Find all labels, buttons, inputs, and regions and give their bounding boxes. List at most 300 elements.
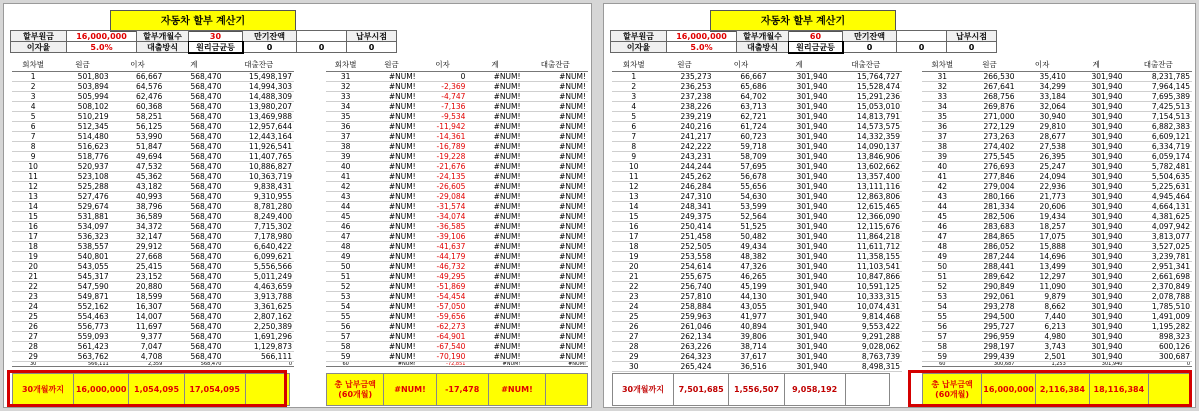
total-cell[interactable]: 1,054,095	[129, 374, 184, 406]
table-cell[interactable]: 10,363,719	[223, 171, 294, 181]
table-cell[interactable]: 568,470	[164, 101, 223, 111]
table-cell[interactable]: -26,605	[418, 181, 468, 191]
table-cell[interactable]: 301,940	[1068, 141, 1125, 151]
table-cell[interactable]: 1,691,296	[223, 331, 294, 341]
table-cell[interactable]: 255,675	[656, 271, 714, 281]
table-cell[interactable]: 11,926,541	[223, 141, 294, 151]
table-cell[interactable]: 15,888	[1017, 241, 1068, 251]
table-cell[interactable]: 568,470	[164, 361, 223, 366]
table-cell[interactable]: 523,108	[54, 171, 110, 181]
table-cell[interactable]: 7,964,145	[1124, 81, 1192, 91]
table-cell[interactable]: -59,656	[418, 311, 468, 321]
table-cell[interactable]: 36	[326, 121, 365, 131]
table-cell[interactable]: 48,382	[714, 251, 769, 261]
table-cell[interactable]: 301,940	[1068, 341, 1125, 351]
table-cell[interactable]: 53,599	[714, 201, 769, 211]
table-cell[interactable]: 54	[326, 301, 365, 311]
table-cell[interactable]: 6,334,719	[1124, 141, 1192, 151]
table-cell[interactable]: 508,102	[54, 101, 110, 111]
table-cell[interactable]: 520,937	[54, 161, 110, 171]
table-cell[interactable]: 568,470	[164, 181, 223, 191]
table-cell[interactable]: 247,310	[656, 191, 714, 201]
table-cell[interactable]: -41,637	[418, 241, 468, 251]
method-select[interactable]: 원리금균등	[189, 42, 243, 53]
table-cell[interactable]: 9,553,422	[829, 321, 902, 331]
table-cell[interactable]: #NUM!	[467, 271, 522, 281]
table-cell[interactable]: 60	[922, 361, 963, 366]
table-cell[interactable]: 568,470	[164, 71, 223, 81]
table-cell[interactable]: 46	[922, 221, 963, 231]
table-cell[interactable]: 49,434	[714, 241, 769, 251]
table-cell[interactable]: 1,129,873	[223, 341, 294, 351]
table-cell[interactable]: -51,869	[418, 281, 468, 291]
table-cell[interactable]: #NUM!	[365, 211, 417, 221]
table-cell[interactable]: -2,369	[418, 81, 468, 91]
table-cell[interactable]: 501,803	[54, 71, 110, 81]
table-cell[interactable]: #NUM!	[365, 131, 417, 141]
table-cell[interactable]: 29,810	[1017, 121, 1068, 131]
table-cell[interactable]: 245,262	[656, 171, 714, 181]
table-cell[interactable]: -57,050	[418, 301, 468, 311]
table-cell[interactable]: 301,940	[769, 281, 830, 291]
table-cell[interactable]: 12	[612, 181, 656, 191]
table-cell[interactable]: 549,871	[54, 291, 110, 301]
table-cell[interactable]: 57,695	[714, 161, 769, 171]
table-cell[interactable]: 296,959	[963, 331, 1017, 341]
table-cell[interactable]: 286,052	[963, 241, 1017, 251]
table-cell[interactable]: 30	[612, 361, 656, 371]
table-cell[interactable]: 301,940	[769, 251, 830, 261]
months-input[interactable]: 60	[789, 31, 843, 42]
table-cell[interactable]: 58,709	[714, 151, 769, 161]
table-cell[interactable]: 7,425,513	[1124, 101, 1192, 111]
table-cell[interactable]: 568,470	[164, 261, 223, 271]
table-cell[interactable]: 30	[12, 361, 54, 366]
table-cell[interactable]: 19	[612, 251, 656, 261]
table-cell[interactable]: 20	[612, 261, 656, 271]
table-cell[interactable]: 4,381,625	[1124, 211, 1192, 221]
table-cell[interactable]: 60,723	[714, 131, 769, 141]
table-cell[interactable]: 57	[922, 331, 963, 341]
table-cell[interactable]: 250,414	[656, 221, 714, 231]
table-cell[interactable]: 301,940	[1068, 111, 1125, 121]
table-cell[interactable]: 265,424	[656, 361, 714, 371]
table-cell[interactable]: 3,239,781	[1124, 251, 1192, 261]
table-cell[interactable]: -7,136	[418, 101, 468, 111]
table-cell[interactable]: 301,940	[769, 111, 830, 121]
table-cell[interactable]: 9,291,288	[829, 331, 902, 341]
table-cell[interactable]: 301,940	[1068, 131, 1125, 141]
table-cell[interactable]: 44	[922, 201, 963, 211]
table-cell[interactable]: 287,244	[963, 251, 1017, 261]
table-cell[interactable]: 36,589	[111, 211, 165, 221]
table-cell[interactable]: #NUM!	[522, 111, 588, 121]
table-cell[interactable]: 301,940	[769, 271, 830, 281]
table-cell[interactable]: #NUM!	[365, 221, 417, 231]
table-cell[interactable]: 35,410	[1017, 71, 1068, 81]
table-cell[interactable]: 568,470	[164, 91, 223, 101]
table-cell[interactable]: 301,940	[769, 351, 830, 361]
table-cell[interactable]: 301,940	[1068, 181, 1125, 191]
table-cell[interactable]: 14,696	[1017, 251, 1068, 261]
table-cell[interactable]: 525,288	[54, 181, 110, 191]
table-cell[interactable]: 4	[12, 101, 54, 111]
table-cell[interactable]: #NUM!	[467, 161, 522, 171]
table-cell[interactable]: #NUM!	[467, 211, 522, 221]
table-cell[interactable]: 38	[922, 141, 963, 151]
total-cell[interactable]: -17,478	[436, 374, 488, 406]
table-cell[interactable]: 50,482	[714, 231, 769, 241]
table-cell[interactable]: #NUM!	[522, 351, 588, 361]
table-cell[interactable]: 6,640,422	[223, 241, 294, 251]
table-cell[interactable]: 7,440	[1017, 311, 1068, 321]
table-cell[interactable]: 568,470	[164, 251, 223, 261]
table-cell[interactable]: -72,851	[418, 361, 468, 366]
table-cell[interactable]: 301,940	[1068, 291, 1125, 301]
table-cell[interactable]: 4,708	[111, 351, 165, 361]
table-cell[interactable]: 301,940	[769, 191, 830, 201]
table-cell[interactable]: 300,687	[1124, 351, 1192, 361]
table-cell[interactable]: -21,676	[418, 161, 468, 171]
table-cell[interactable]: -36,585	[418, 221, 468, 231]
table-cell[interactable]: 64,702	[714, 91, 769, 101]
total-cell[interactable]: 18,116,384	[1089, 374, 1148, 406]
table-cell[interactable]: 561,423	[54, 341, 110, 351]
table-cell[interactable]: 22,936	[1017, 181, 1068, 191]
table-cell[interactable]: 267,641	[963, 81, 1017, 91]
table-cell[interactable]: 3,743	[1017, 341, 1068, 351]
table-cell[interactable]: 568,470	[164, 131, 223, 141]
table-cell[interactable]: 7	[612, 131, 656, 141]
table-cell[interactable]: 10,591,125	[829, 281, 902, 291]
table-cell[interactable]: #NUM!	[467, 101, 522, 111]
table-cell[interactable]: 12,115,676	[829, 221, 902, 231]
table-cell[interactable]: 39	[922, 151, 963, 161]
table-cell[interactable]: 503,894	[54, 81, 110, 91]
table-cell[interactable]: 898,323	[1124, 331, 1192, 341]
table-cell[interactable]: 301,940	[769, 141, 830, 151]
table-cell[interactable]: 251,458	[656, 231, 714, 241]
table-cell[interactable]: 301,940	[769, 201, 830, 211]
table-cell[interactable]: 29	[12, 351, 54, 361]
table-cell[interactable]: 4,463,659	[223, 281, 294, 291]
table-cell[interactable]: 15,764,727	[829, 71, 902, 81]
table-cell[interactable]: 568,470	[164, 201, 223, 211]
table-cell[interactable]: #NUM!	[365, 161, 417, 171]
table-cell[interactable]: 8,231,785	[1124, 71, 1192, 81]
table-cell[interactable]: 14,573,575	[829, 121, 902, 131]
table-cell[interactable]: 58	[326, 341, 365, 351]
table-cell[interactable]: 516,623	[54, 141, 110, 151]
table-cell[interactable]: 37,617	[714, 351, 769, 361]
table-cell[interactable]: 26	[12, 321, 54, 331]
table-cell[interactable]: 46	[326, 221, 365, 231]
table-cell[interactable]: 266,530	[963, 71, 1017, 81]
table-cell[interactable]: #NUM!	[522, 71, 588, 81]
table-cell[interactable]: #NUM!	[522, 311, 588, 321]
table-cell[interactable]: 242,222	[656, 141, 714, 151]
principal-input[interactable]: 16,000,000	[667, 31, 737, 42]
table-cell[interactable]: 248,341	[656, 201, 714, 211]
table-cell[interactable]: 301,940	[1068, 261, 1125, 271]
table-cell[interactable]: #NUM!	[522, 321, 588, 331]
table-cell[interactable]: #NUM!	[467, 281, 522, 291]
table-cell[interactable]: 568,470	[164, 341, 223, 351]
table-cell[interactable]: 7,178,980	[223, 231, 294, 241]
table-cell[interactable]: 7,715,302	[223, 221, 294, 231]
table-cell[interactable]: 49,694	[111, 151, 165, 161]
table-cell[interactable]: 289,642	[963, 271, 1017, 281]
table-cell[interactable]: 66,667	[714, 71, 769, 81]
table-cell[interactable]: #NUM!	[365, 121, 417, 131]
table-cell[interactable]: -54,454	[418, 291, 468, 301]
table-cell[interactable]: #NUM!	[467, 291, 522, 301]
table-cell[interactable]: 5,556,566	[223, 261, 294, 271]
table-cell[interactable]: 52	[922, 281, 963, 291]
table-cell[interactable]: 301,940	[1068, 101, 1125, 111]
table-cell[interactable]: 24,094	[1017, 171, 1068, 181]
table-cell[interactable]: 59,718	[714, 141, 769, 151]
table-cell[interactable]: 253,558	[656, 251, 714, 261]
table-cell[interactable]: 9,838,431	[223, 181, 294, 191]
table-cell[interactable]: 273,263	[963, 131, 1017, 141]
table-cell[interactable]: 20	[12, 261, 54, 271]
table-cell[interactable]: 3,527,025	[1124, 241, 1192, 251]
table-cell[interactable]: 6,213	[1017, 321, 1068, 331]
table-cell[interactable]: 49	[922, 251, 963, 261]
table-cell[interactable]: #NUM!	[467, 351, 522, 361]
table-cell[interactable]: 243,231	[656, 151, 714, 161]
table-cell[interactable]: 48	[326, 241, 365, 251]
table-cell[interactable]: 28	[612, 341, 656, 351]
table-cell[interactable]: 272,129	[963, 121, 1017, 131]
table-cell[interactable]: 28,677	[1017, 131, 1068, 141]
table-cell[interactable]: 301,940	[1068, 201, 1125, 211]
table-cell[interactable]: 25,247	[1017, 161, 1068, 171]
table-cell[interactable]: 0	[1124, 361, 1192, 366]
table-cell[interactable]: 301,940	[769, 331, 830, 341]
table-cell[interactable]: 301,940	[1068, 321, 1125, 331]
rate-input[interactable]: 5.0%	[667, 42, 737, 53]
table-cell[interactable]: 25	[12, 311, 54, 321]
table-cell[interactable]: 279,004	[963, 181, 1017, 191]
table-cell[interactable]: 10,886,827	[223, 161, 294, 171]
table-cell[interactable]: 10	[12, 161, 54, 171]
table-cell[interactable]: 301,940	[1068, 311, 1125, 321]
table-cell[interactable]: 301,940	[769, 261, 830, 271]
table-cell[interactable]: 43	[326, 191, 365, 201]
table-cell[interactable]: #NUM!	[522, 361, 588, 366]
table-cell[interactable]: -64,901	[418, 331, 468, 341]
table-cell[interactable]: 8,498,315	[829, 361, 902, 371]
table-cell[interactable]: 26,395	[1017, 151, 1068, 161]
table-cell[interactable]: 2,250,389	[223, 321, 294, 331]
table-cell[interactable]: 6,609,121	[1124, 131, 1192, 141]
table-cell[interactable]: 29,912	[111, 241, 165, 251]
table-cell[interactable]: 52	[326, 281, 365, 291]
table-cell[interactable]: 25,415	[111, 261, 165, 271]
table-cell[interactable]: 11,697	[111, 321, 165, 331]
table-cell[interactable]: #NUM!	[467, 81, 522, 91]
table-cell[interactable]: 568,470	[164, 221, 223, 231]
total-cell[interactable]	[546, 374, 588, 406]
table-cell[interactable]: 10,847,866	[829, 271, 902, 281]
table-cell[interactable]: 294,500	[963, 311, 1017, 321]
table-cell[interactable]: -44,179	[418, 251, 468, 261]
table-cell[interactable]: 13,499	[1017, 261, 1068, 271]
table-cell[interactable]: 36,516	[714, 361, 769, 371]
table-cell[interactable]: 11,407,765	[223, 151, 294, 161]
table-cell[interactable]: 568,470	[164, 211, 223, 221]
table-cell[interactable]: 35	[326, 111, 365, 121]
table-cell[interactable]: 5,225,631	[1124, 181, 1192, 191]
table-cell[interactable]: 543,055	[54, 261, 110, 271]
table-cell[interactable]: 51	[922, 271, 963, 281]
table-cell[interactable]: 8,662	[1017, 301, 1068, 311]
table-cell[interactable]: 1	[612, 71, 656, 81]
table-cell[interactable]: 51,525	[714, 221, 769, 231]
table-cell[interactable]: 48	[922, 241, 963, 251]
total-cell[interactable]: 2,116,384	[1035, 374, 1089, 406]
table-cell[interactable]: 7,047	[111, 341, 165, 351]
table-cell[interactable]: 301,940	[1068, 121, 1125, 131]
table-cell[interactable]: 56	[922, 321, 963, 331]
table-cell[interactable]: #NUM!	[365, 361, 417, 366]
table-cell[interactable]: 554,463	[54, 311, 110, 321]
table-cell[interactable]: 13,469,988	[223, 111, 294, 121]
table-cell[interactable]: 20,880	[111, 281, 165, 291]
table-cell[interactable]: 52,564	[714, 211, 769, 221]
table-cell[interactable]: #NUM!	[365, 281, 417, 291]
table-cell[interactable]: 62,721	[714, 111, 769, 121]
table-cell[interactable]: 531,881	[54, 211, 110, 221]
table-cell[interactable]: 301,940	[1068, 91, 1125, 101]
table-cell[interactable]: 56,678	[714, 171, 769, 181]
table-cell[interactable]: 9,377	[111, 331, 165, 341]
table-cell[interactable]: #NUM!	[522, 301, 588, 311]
table-cell[interactable]: -62,273	[418, 321, 468, 331]
table-cell[interactable]: #NUM!	[522, 101, 588, 111]
table-cell[interactable]: 14,488,309	[223, 91, 294, 101]
table-cell[interactable]: 281,334	[963, 201, 1017, 211]
table-cell[interactable]: #NUM!	[522, 161, 588, 171]
table-cell[interactable]: 14,090,137	[829, 141, 902, 151]
table-cell[interactable]: 56	[326, 321, 365, 331]
table-cell[interactable]: 547,590	[54, 281, 110, 291]
table-cell[interactable]: 568,470	[164, 81, 223, 91]
table-cell[interactable]: 271,000	[963, 111, 1017, 121]
table-cell[interactable]: #NUM!	[522, 261, 588, 271]
table-cell[interactable]: 5,504,635	[1124, 171, 1192, 181]
table-cell[interactable]: #NUM!	[365, 341, 417, 351]
table-cell[interactable]: #NUM!	[365, 81, 417, 91]
table-cell[interactable]: 3	[612, 91, 656, 101]
table-cell[interactable]: 17	[612, 231, 656, 241]
pay-timing-input[interactable]: 0	[347, 42, 397, 53]
table-cell[interactable]: 301,940	[769, 171, 830, 181]
table-cell[interactable]: #NUM!	[467, 121, 522, 131]
table-cell[interactable]: 518,776	[54, 151, 110, 161]
table-cell[interactable]: 256,740	[656, 281, 714, 291]
table-cell[interactable]: 55,656	[714, 181, 769, 191]
table-cell[interactable]: 11,358,155	[829, 251, 902, 261]
table-cell[interactable]: #NUM!	[522, 331, 588, 341]
table-cell[interactable]: 235,273	[656, 71, 714, 81]
table-cell[interactable]: 2,501	[1017, 351, 1068, 361]
table-cell[interactable]: #NUM!	[365, 291, 417, 301]
table-cell[interactable]: 2	[12, 81, 54, 91]
table-cell[interactable]: 22	[12, 281, 54, 291]
table-cell[interactable]: 11,864,218	[829, 231, 902, 241]
table-cell[interactable]: 63,713	[714, 101, 769, 111]
table-cell[interactable]: 50	[326, 261, 365, 271]
table-cell[interactable]: 2,078,788	[1124, 291, 1192, 301]
table-cell[interactable]: 61,724	[714, 121, 769, 131]
table-cell[interactable]: 7,695,389	[1124, 91, 1192, 101]
table-cell[interactable]: 13	[612, 191, 656, 201]
total-cell[interactable]	[845, 374, 889, 406]
table-cell[interactable]: 43,182	[111, 181, 165, 191]
principal-input[interactable]: 16,000,000	[67, 31, 137, 42]
table-cell[interactable]: 27	[12, 331, 54, 341]
table-cell[interactable]: 38,796	[111, 201, 165, 211]
table-cell[interactable]: 1,785,510	[1124, 301, 1192, 311]
table-cell[interactable]: #NUM!	[522, 241, 588, 251]
table-cell[interactable]: 527,476	[54, 191, 110, 201]
table-cell[interactable]: 556,773	[54, 321, 110, 331]
table-cell[interactable]: #NUM!	[467, 171, 522, 181]
table-cell[interactable]: 47,326	[714, 261, 769, 271]
table-cell[interactable]: 4,664,131	[1124, 201, 1192, 211]
table-cell[interactable]: 568,470	[164, 121, 223, 131]
table-cell[interactable]: 299,439	[963, 351, 1017, 361]
table-cell[interactable]: 301,940	[1068, 171, 1125, 181]
table-cell[interactable]: 301,940	[769, 311, 830, 321]
table-cell[interactable]: 2,370,849	[1124, 281, 1192, 291]
table-cell[interactable]: #NUM!	[365, 271, 417, 281]
table-cell[interactable]: #NUM!	[365, 261, 417, 271]
table-cell[interactable]: 46,265	[714, 271, 769, 281]
total-cell[interactable]: #NUM!	[488, 374, 545, 406]
table-cell[interactable]: 53	[922, 291, 963, 301]
table-cell[interactable]: 24	[612, 301, 656, 311]
table-cell[interactable]: 33,184	[1017, 91, 1068, 101]
table-cell[interactable]: -39,106	[418, 231, 468, 241]
table-cell[interactable]: 54,630	[714, 191, 769, 201]
table-cell[interactable]: 59	[922, 351, 963, 361]
table-cell[interactable]: 301,940	[769, 291, 830, 301]
table-cell[interactable]: 568,470	[164, 271, 223, 281]
table-cell[interactable]: 10,333,315	[829, 291, 902, 301]
table-cell[interactable]: 9,814,468	[829, 311, 902, 321]
table-cell[interactable]: 32,064	[1017, 101, 1068, 111]
table-cell[interactable]: 5,011,249	[223, 271, 294, 281]
table-cell[interactable]: #NUM!	[467, 261, 522, 271]
table-cell[interactable]: 301,940	[769, 81, 830, 91]
table-cell[interactable]: #NUM!	[522, 291, 588, 301]
table-cell[interactable]: 40,894	[714, 321, 769, 331]
table-cell[interactable]: 26	[612, 321, 656, 331]
table-cell[interactable]: 12,863,806	[829, 191, 902, 201]
table-cell[interactable]: #NUM!	[467, 311, 522, 321]
table-cell[interactable]: 241,217	[656, 131, 714, 141]
table-cell[interactable]: 45,199	[714, 281, 769, 291]
table-cell[interactable]: #NUM!	[365, 181, 417, 191]
table-cell[interactable]: -31,574	[418, 201, 468, 211]
table-cell[interactable]: #NUM!	[365, 111, 417, 121]
table-cell[interactable]: 16	[612, 221, 656, 231]
table-cell[interactable]: #NUM!	[522, 151, 588, 161]
